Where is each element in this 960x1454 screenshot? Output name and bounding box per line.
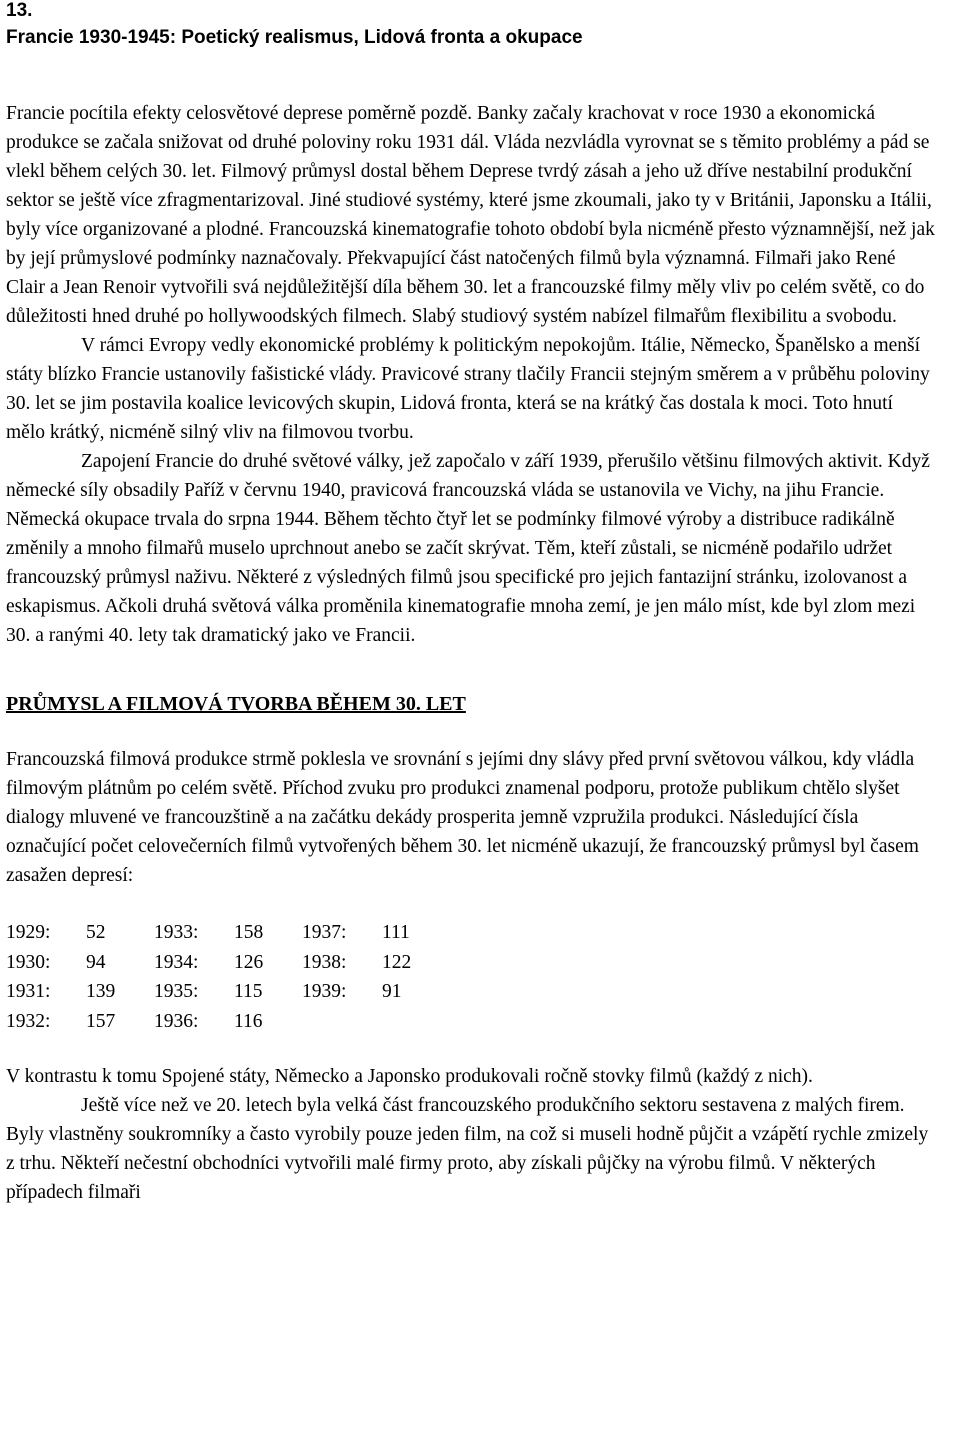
- film-counts-table: [6, 918, 936, 1036]
- stat-item: [6, 948, 154, 978]
- stat-item: [302, 977, 450, 1007]
- stat-year: 1935:: [154, 981, 199, 1002]
- stat-count: 116: [234, 1010, 263, 1032]
- stat-count: 139: [86, 981, 116, 1002]
- paragraph-after-2: Ještě více než ve 20. letech byla velká část francouzského produkčního sektoru sestavena z malých firem. Byly vlastněny soukromníky a často vyrobily pouze jeden film, na což si museli hodně půjčit a vzápětí rychle zmizely z trhu. Někteří nečestní obchodníci vytvořili malé firmy proto, aby získali půjčky na výrobu filmů. V některých případech filmaři: [6, 1095, 929, 1203]
- stats-row: [6, 1007, 936, 1037]
- paragraph-intro-2: V rámci Evropy vedly ekonomické problémy k politickým nepokojům. Itálie, Německo, Španělsko a menší státy blízko Francie ustanovily fašistické vlády. Pravicové strany tlačily Francii stejným směrem a v průběhu poloviny 30. let se jim postavila koalice levicových skupin, Lidová fronta, která se na krátký čas dostala k moci. Toto hnutí mělo krátký, nicméně silný vliv na filmovou tvorbu.: [6, 335, 930, 443]
- stat-item: [154, 918, 302, 948]
- stat-item: [6, 977, 154, 1007]
- stat-item: [154, 1007, 302, 1037]
- stat-count: 157: [86, 1010, 116, 1032]
- chapter-number: 13.: [6, 0, 33, 21]
- section-paragraph: Francouzská filmová produkce strmě poklesla ve srovnání s jejími dny slávy před první světovou válkou, kdy vládla filmovým plátnům po celém světě. Příchod zvuku pro produkci znamenal podporu, protože publikum chtělo slyšet dialogy mluvené ve francouzštině a na začátku dekády prosperita jemně vzpružila produkci. Následující čísla označující počet celovečerních filmů vytvořených během 30. let nicméně ukazují, že francouzský průmysl byl časem zasažen depresí:: [6, 749, 919, 886]
- chapter-title: Francie 1930-1945: Poetický realismus, Lidová fronta a okupace: [6, 27, 583, 48]
- stat-item: [6, 1007, 154, 1037]
- paragraph-after-1: V kontrastu k tomu Spojené státy, Německo a Japonsko produkovali ročně stovky filmů (každý z nich).: [6, 1066, 813, 1087]
- stat-count: 158: [234, 922, 264, 943]
- stat-year: 1938:: [302, 951, 347, 973]
- stat-count: 52: [86, 922, 106, 943]
- stat-year: 1931:: [6, 981, 51, 1002]
- stat-count: 91: [382, 981, 402, 1002]
- stat-count: 115: [234, 981, 263, 1002]
- section-heading: PRŮMYSL A FILMOVÁ TVORBA BĚHEM 30. LET: [6, 693, 466, 715]
- stat-year: 1932:: [6, 1010, 51, 1032]
- stat-item: [302, 948, 450, 978]
- stat-year: 1939:: [302, 981, 347, 1002]
- stat-year: 1936:: [154, 1010, 199, 1032]
- stat-count: 122: [382, 951, 412, 973]
- stat-item: [154, 948, 302, 978]
- paragraph-intro-1: Francie pocítila efekty celosvětové deprese poměrně pozdě. Banky začaly krachovat v roce 1930 a ekonomická produkce se začala snižovat od druhé poloviny roku 1931 dál. Vláda nezvládla vyrovnat se s těmito problémy a pád se vlekl během celých 30. let. Filmový průmysl dostal během Deprese tvrdý zásah a jeho už dříve nestabilní produkční sektor se ještě více zfragmentarizoval. Jiné studiové systémy, které jsme zkoumali, jako ty v Británii, Japonsku a Itálii, byly více organizované a plodné. Francouzská kinematografie tohoto období byla nicméně přesto významnější, než jak by její průmyslové podmínky naznačovaly. Překvapující část natočených filmů byla významná. Filmaři jako René Clair a Jean Renoir vytvořili svá nejdůležitější díla během 30. let a francouzské filmy měly vliv po celém světě, co do důležitosti hned druhé po hollywoodských filmech. Slabý studiový systém nabízel filmařům flexibilitu a svobodu.: [6, 103, 935, 327]
- stat-item: [302, 918, 450, 948]
- stats-row: [6, 918, 936, 948]
- paragraph-intro-3: Zapojení Francie do druhé světové války, jež započalo v září 1939, přerušilo většinu filmových aktivit. Když německé síly obsadily Paříž v červnu 1940, pravicová francouzská vláda se ustanovila ve Vichy, na jihu Francie. Německá okupace trvala do srpna 1944. Během těchto čtyř let se podmínky filmové výroby a distribuce radikálně změnily a mnoho filmařů muselo uprchnout anebo se začít skrývat. Těm, kteří zůstali, se nicméně podařilo udržet francouzský průmysl naživu. Některé z výsledných filmů jsou specifické pro jejich fantazijní stránku, izolovanost a eskapismus. Ačkoli druhá světová válka proměnila kinematografie mnoha zemí, je jen málo míst, kde byl zlom mezi 30. a ranými 40. lety tak dramatický jako ve Francii.: [6, 451, 930, 646]
- stat-year: 1930:: [6, 951, 51, 973]
- stat-count: 94: [86, 951, 106, 973]
- stat-item: [154, 977, 302, 1007]
- stat-item: [6, 918, 154, 948]
- stats-row: [6, 977, 936, 1007]
- stat-year: 1929:: [6, 922, 51, 943]
- stat-year: 1934:: [154, 951, 199, 973]
- stat-count: 126: [234, 951, 264, 973]
- stat-year: 1933:: [154, 922, 199, 943]
- stat-year: 1937:: [302, 922, 347, 943]
- stat-count: 111: [382, 922, 410, 943]
- document-page: [6, 0, 936, 1207]
- stats-row: [6, 948, 936, 978]
